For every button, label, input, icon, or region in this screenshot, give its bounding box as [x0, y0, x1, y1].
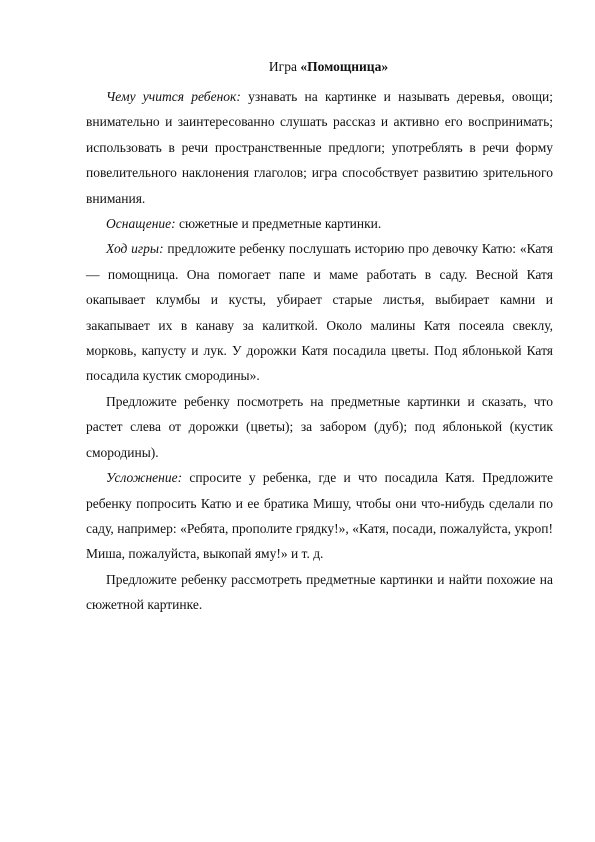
paragraph-lead: Оснащение:: [106, 216, 176, 232]
paragraph-text: сюжетные и предметные картинки.: [175, 216, 382, 232]
paragraph-complication: [86, 465, 553, 567]
title-game-name: «Помощница»: [300, 59, 389, 74]
paragraph-lead: Ход игры:: [106, 241, 164, 257]
paragraph-game-progress: [86, 236, 553, 388]
paragraph-show-pictures: [86, 389, 553, 465]
paragraph-equipment: [86, 211, 553, 236]
paragraph-lead: Чему учится ребенок:: [106, 89, 241, 104]
paragraph-text: Предложите ребенку посмотреть на предметные картинки и сказать, что растет слева от дорожки (цветы); за забором (дуб); под яблонькой (кустик смородины).: [86, 393, 553, 460]
paragraph-learning-goals: [86, 84, 553, 211]
document-title: [86, 58, 553, 76]
paragraph-lead: Усложнение:: [106, 470, 183, 486]
paragraph-text: Предложите ребенку рассмотреть предметные картинки и найти похожие на сюжетной картинке.: [86, 571, 553, 613]
paragraph-text: спросите у ребенка, где и что посадила Катя. Предложите ребенку попросить Катю и ее братика Мишу, чтобы они что-нибудь сделали по саду, например: «Ребята, прополите грядку!», «Катя, посади, пожалуйста, укроп! Миша, пожалуйста, выкопай яму!» и т. д.: [86, 470, 553, 562]
paragraph-text: предложите ребенку послушать историю про девочку Катю: «Катя — помощница. Она помогает папе и маме работать в саду. Весной Катя окапывает клумбы и кусты, убирает старые листья, выбирает камни и закапывает их в канаву за калиткой. Около малины Катя посеяла свеклу, морковь, капусту и лук. У дорожки Катя посадила цветы. Под яблонькой Катя посадила кустик смородины».: [86, 241, 553, 384]
title-prefix: Игра: [268, 59, 301, 74]
paragraph-final-task: [86, 567, 553, 618]
paragraph-text: узнавать на картинке и называть деревья, овощи; внимательно и заинтересованно слушать рассказ и активно его воспринимать; использовать в речи пространственные предлоги; употреблять в речи форму повелительного наклонения глаголов; игра способствует развитию зрительного внимания.: [86, 89, 553, 206]
